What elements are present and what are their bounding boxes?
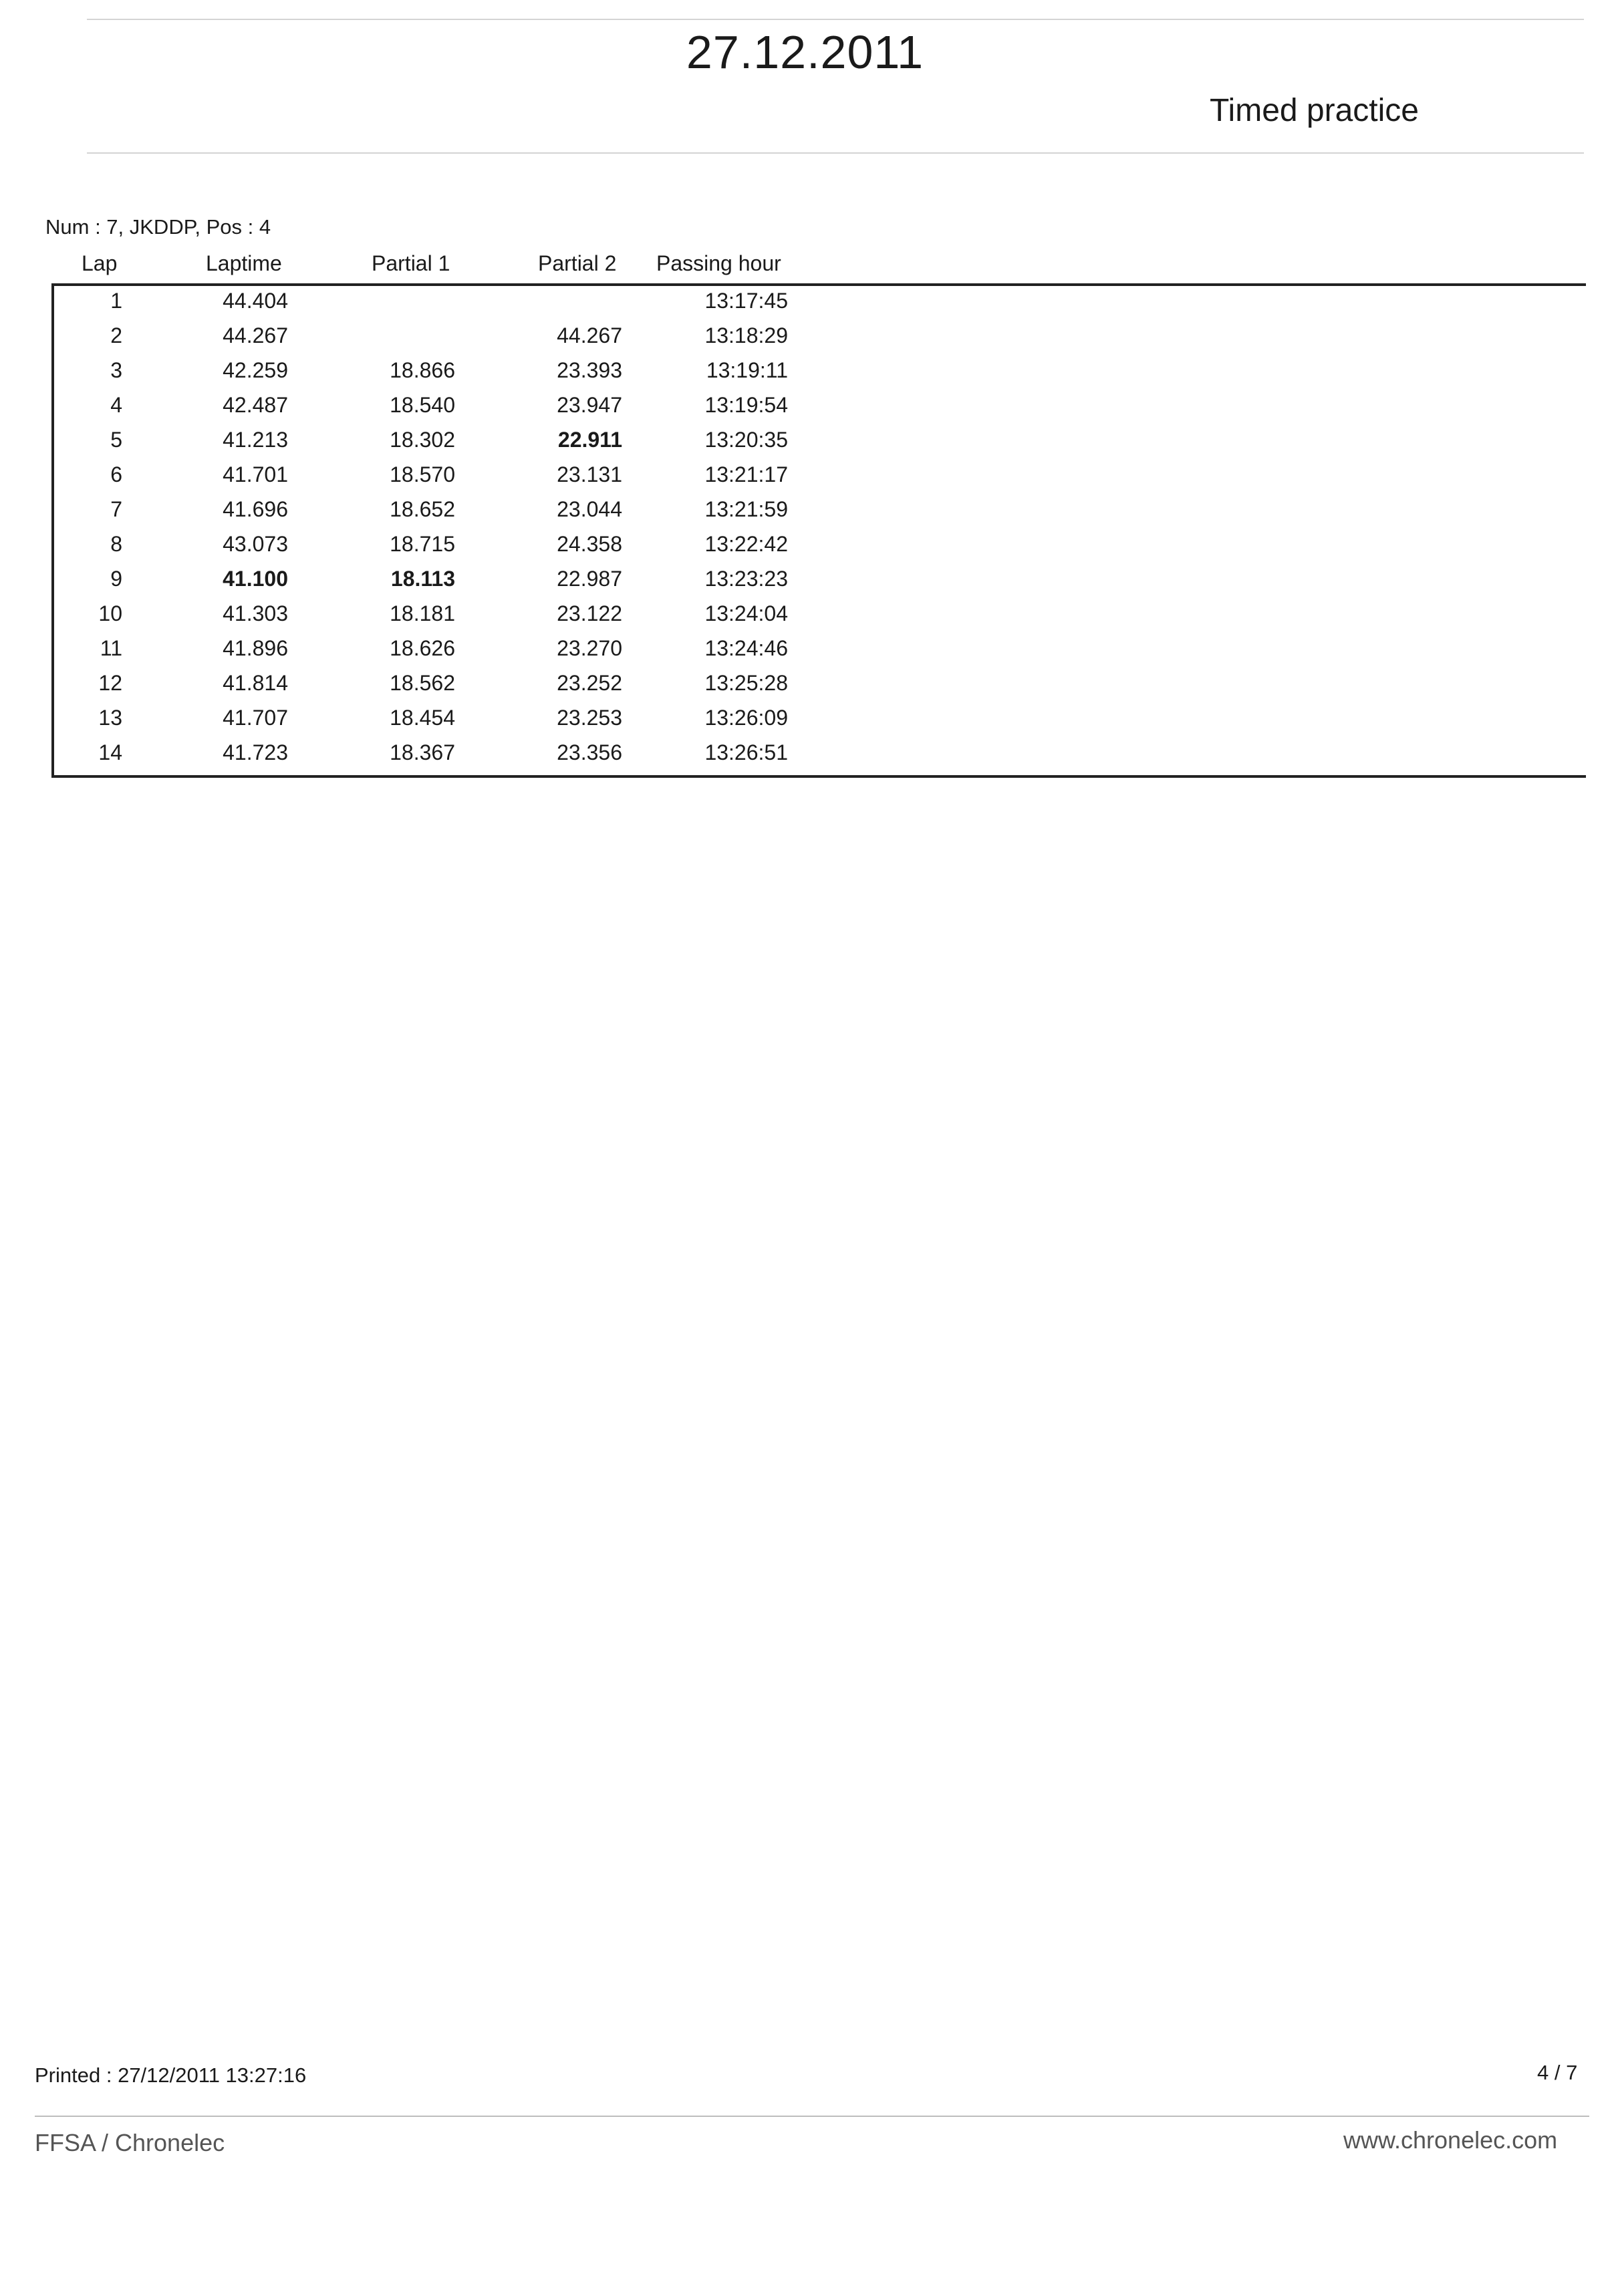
- cell-passing-hour: 13:24:04: [704, 601, 788, 625]
- cell-partial1: 18.113: [390, 567, 455, 591]
- top-rule: [87, 19, 1584, 20]
- table-row: [54, 636, 923, 671]
- cell-partial2: 44.267: [557, 323, 622, 347]
- footer-website: www.chronelec.com: [1343, 2126, 1558, 2154]
- cell-passing-hour: 13:23:23: [704, 567, 788, 591]
- cell-laptime: 44.404: [223, 289, 288, 313]
- cell-laptime: 41.723: [223, 740, 288, 764]
- cell-laptime: 41.814: [223, 671, 288, 695]
- cell-passing-hour: 13:25:28: [704, 671, 788, 695]
- cell-laptime: 41.213: [223, 428, 288, 452]
- page-number: 4 / 7: [1537, 2061, 1578, 2084]
- cell-partial2: 23.044: [557, 497, 622, 521]
- cell-lap: 5: [110, 428, 122, 452]
- cell-partial1: 18.367: [390, 740, 455, 764]
- cell-partial2: 23.122: [557, 601, 622, 625]
- header-rule: [87, 152, 1584, 154]
- cell-lap: 11: [100, 636, 122, 660]
- printed-timestamp: [35, 2063, 306, 2088]
- table-row: [54, 323, 923, 358]
- cell-passing-hour: 13:24:46: [704, 636, 788, 660]
- table-row: [54, 497, 923, 532]
- cell-partial2: 22.911: [557, 428, 622, 452]
- table-row: [54, 740, 923, 775]
- table-row: [54, 532, 923, 567]
- cell-passing-hour: 13:17:45: [704, 289, 788, 313]
- cell-partial2: 23.252: [557, 671, 622, 695]
- session-title: Timed practice: [1210, 93, 1419, 128]
- cell-laptime: 41.896: [223, 636, 288, 660]
- cell-lap: 3: [110, 358, 122, 382]
- column-header-partial1: Partial 1: [372, 251, 450, 275]
- table-row: [54, 462, 923, 497]
- table-row: [54, 393, 923, 428]
- cell-partial2: 23.356: [557, 740, 622, 764]
- cell-passing-hour: 13:21:59: [704, 497, 788, 521]
- cell-laptime: 41.696: [223, 497, 288, 521]
- cell-lap: 2: [110, 323, 122, 347]
- cell-partial1: 18.562: [390, 671, 455, 695]
- page-date: 27.12.2011: [686, 26, 924, 78]
- cell-lap: 13: [98, 706, 122, 730]
- cell-lap: 8: [110, 532, 122, 556]
- cell-lap: 4: [110, 393, 122, 417]
- column-header-passing-hour: Passing hour: [656, 251, 781, 275]
- cell-partial1: 18.626: [390, 636, 455, 660]
- cell-partial2: 23.270: [557, 636, 622, 660]
- cell-lap: 10: [98, 601, 122, 625]
- cell-laptime: 43.073: [223, 532, 288, 556]
- table-row: [54, 428, 923, 462]
- cell-laptime: 42.259: [223, 358, 288, 382]
- cell-partial2: 23.393: [557, 358, 622, 382]
- column-header-partial2: Partial 2: [538, 251, 617, 275]
- cell-lap: 9: [110, 567, 122, 591]
- cell-laptime: 44.267: [223, 323, 288, 347]
- column-header-laptime: Laptime: [206, 251, 282, 275]
- cell-partial2: 23.947: [557, 393, 622, 417]
- table-row: [54, 358, 923, 393]
- cell-lap: 7: [110, 497, 122, 521]
- table-row: [54, 567, 923, 601]
- cell-passing-hour: 13:21:17: [704, 462, 788, 486]
- cell-lap: 1: [110, 289, 122, 313]
- cell-lap: 12: [98, 671, 122, 695]
- cell-partial1: 18.454: [390, 706, 455, 730]
- cell-passing-hour: 13:26:51: [704, 740, 788, 764]
- cell-partial2: 23.253: [557, 706, 622, 730]
- cell-partial1: 18.866: [390, 358, 455, 382]
- table-row: [54, 671, 923, 706]
- cell-laptime: 42.487: [223, 393, 288, 417]
- cell-partial1: 18.181: [390, 601, 455, 625]
- cell-lap: 14: [98, 740, 122, 764]
- cell-lap: 6: [110, 462, 122, 486]
- printed-value: 27/12/2011 13:27:16: [118, 2063, 307, 2087]
- cell-laptime: 41.701: [223, 462, 288, 486]
- footer-organization: FFSA / Chronelec: [35, 2129, 225, 2156]
- printed-label: Printed :: [35, 2063, 112, 2087]
- cell-partial1: 18.540: [390, 393, 455, 417]
- cell-laptime: 41.100: [223, 567, 288, 591]
- cell-passing-hour: 13:20:35: [704, 428, 788, 452]
- cell-partial1: 18.652: [390, 497, 455, 521]
- cell-partial2: 22.987: [557, 567, 622, 591]
- table-row: [54, 706, 923, 740]
- cell-passing-hour: 13:26:09: [704, 706, 788, 730]
- footer-rule: [35, 2116, 1589, 2117]
- driver-line: Num : 7, JKDDP, Pos : 4: [45, 215, 271, 239]
- column-header-lap: Lap: [82, 251, 118, 275]
- table-row: [54, 601, 923, 636]
- lap-table: [51, 283, 1586, 778]
- cell-laptime: 41.303: [223, 601, 288, 625]
- cell-passing-hour: 13:22:42: [704, 532, 788, 556]
- cell-passing-hour: 13:18:29: [704, 323, 788, 347]
- cell-partial1: 18.302: [390, 428, 455, 452]
- cell-laptime: 41.707: [223, 706, 288, 730]
- cell-partial2: 23.131: [557, 462, 622, 486]
- cell-passing-hour: 13:19:11: [706, 358, 788, 382]
- table-row: [54, 289, 923, 323]
- cell-passing-hour: 13:19:54: [704, 393, 788, 417]
- cell-partial2: 24.358: [557, 532, 622, 556]
- cell-partial1: 18.570: [390, 462, 455, 486]
- cell-partial1: 18.715: [390, 532, 455, 556]
